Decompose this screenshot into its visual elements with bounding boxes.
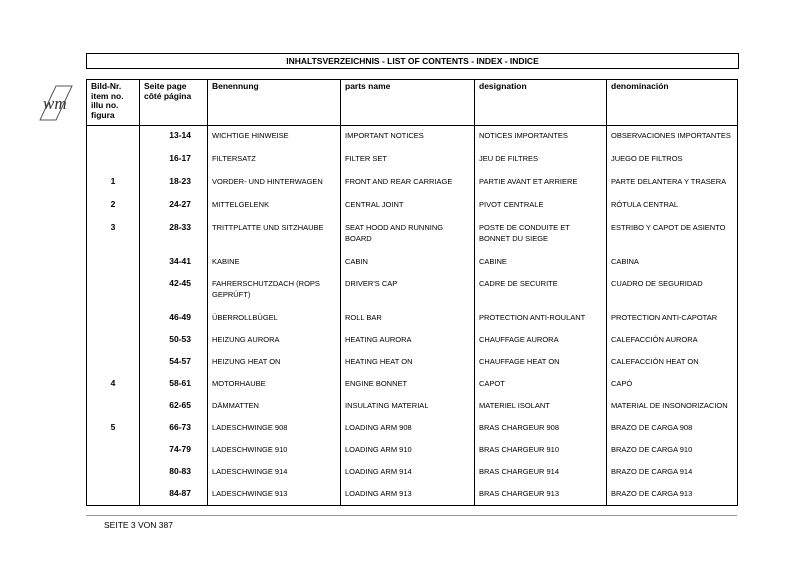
- figure-cell: 5: [87, 418, 140, 440]
- table-row: [87, 308, 738, 330]
- denominacion-cell: OBSERVACIONES IMPORTANTES: [607, 126, 738, 149]
- parts-name-cell: LOADING ARM 910: [341, 440, 475, 462]
- denominacion-cell: JUEGO DE FILTROS: [607, 149, 738, 172]
- benennung-cell: TRITTPLATTE UND SITZHAUBE: [208, 218, 341, 252]
- benennung-cell: FILTERSATZ: [208, 149, 341, 172]
- figure-cell: 1: [87, 172, 140, 195]
- table-row: [87, 172, 738, 195]
- designation-cell: CAPOT: [475, 374, 607, 396]
- table-row: [87, 484, 738, 506]
- page-cell: 58-61: [140, 374, 208, 396]
- contents-table: [86, 79, 738, 506]
- brand-logo: [36, 82, 76, 124]
- parts-name-cell: LOADING ARM 908: [341, 418, 475, 440]
- parts-name-cell: DRIVER'S CAP: [341, 274, 475, 308]
- parts-name-cell: CENTRAL JOINT: [341, 195, 475, 218]
- col-header-denominacion: denominación: [607, 80, 738, 126]
- designation-cell: POSTE DE CONDUITE ET BONNET DU SIEGE: [475, 218, 607, 252]
- benennung-cell: LADESCHWINGE 914: [208, 462, 341, 484]
- benennung-cell: HEIZUNG HEAT ON: [208, 352, 341, 374]
- benennung-cell: ÜBERROLLBÜGEL: [208, 308, 341, 330]
- denominacion-cell: BRAZO DE CARGA 914: [607, 462, 738, 484]
- page-cell: 16-17: [140, 149, 208, 172]
- parts-name-cell: ENGINE BONNET: [341, 374, 475, 396]
- table-row: [87, 330, 738, 352]
- designation-cell: BRAS CHARGEUR 910: [475, 440, 607, 462]
- figure-cell: 3: [87, 218, 140, 252]
- svg-text:wm: wm: [43, 94, 67, 113]
- parts-name-cell: LOADING ARM 914: [341, 462, 475, 484]
- page-cell: 80-83: [140, 462, 208, 484]
- page-cell: 74-79: [140, 440, 208, 462]
- page-cell: 18-23: [140, 172, 208, 195]
- col-header-designation: designation: [475, 80, 607, 126]
- page-cell: 54-57: [140, 352, 208, 374]
- designation-cell: CABINE: [475, 252, 607, 274]
- table-row: [87, 396, 738, 418]
- table-row: [87, 352, 738, 374]
- benennung-cell: FAHRERSCHUTZDACH (ROPS GEPRÜFT): [208, 274, 341, 308]
- benennung-cell: KABINE: [208, 252, 341, 274]
- table-row: [87, 440, 738, 462]
- designation-cell: PARTIE AVANT ET ARRIERE: [475, 172, 607, 195]
- parts-name-cell: SEAT HOOD AND RUNNING BOARD: [341, 218, 475, 252]
- table-row: [87, 195, 738, 218]
- designation-cell: CADRE DE SECURITE: [475, 274, 607, 308]
- parts-name-cell: IMPORTANT NOTICES: [341, 126, 475, 149]
- figure-cell: 4: [87, 374, 140, 396]
- footer-divider: [86, 515, 737, 516]
- designation-cell: MATERIEL ISOLANT: [475, 396, 607, 418]
- table-row: [87, 252, 738, 274]
- denominacion-cell: MATERIAL DE INSONORIZACION: [607, 396, 738, 418]
- table-row: [87, 418, 738, 440]
- denominacion-cell: BRAZO DE CARGA 913: [607, 484, 738, 506]
- designation-cell: PIVOT CENTRALE: [475, 195, 607, 218]
- col-header-parts-name: parts name: [341, 80, 475, 126]
- figure-cell: [87, 274, 140, 308]
- parts-name-cell: CABIN: [341, 252, 475, 274]
- col-header-page: Seite page côté página: [140, 80, 208, 126]
- table-row: [87, 218, 738, 252]
- parts-name-cell: FRONT AND REAR CARRIAGE: [341, 172, 475, 195]
- denominacion-cell: PARTE DELANTERA Y TRASERA: [607, 172, 738, 195]
- page-cell: 66-73: [140, 418, 208, 440]
- figure-cell: [87, 484, 140, 506]
- denominacion-cell: CALEFACCIÓN AURORA: [607, 330, 738, 352]
- parts-name-cell: FILTER SET: [341, 149, 475, 172]
- parts-name-cell: LOADING ARM 913: [341, 484, 475, 506]
- denominacion-cell: BRAZO DE CARGA 908: [607, 418, 738, 440]
- designation-cell: BRAS CHARGEUR 914: [475, 462, 607, 484]
- table-row: [87, 126, 738, 149]
- designation-cell: NOTICES IMPORTANTES: [475, 126, 607, 149]
- figure-cell: [87, 396, 140, 418]
- denominacion-cell: CALEFACCIÓN HEAT ON: [607, 352, 738, 374]
- page-cell: 42-45: [140, 274, 208, 308]
- page-footer: SEITE 3 VON 387: [104, 520, 173, 530]
- denominacion-cell: RÓTULA CENTRAL: [607, 195, 738, 218]
- denominacion-cell: PROTECTION ANTI-CAPOTAR: [607, 308, 738, 330]
- parts-name-cell: HEATING AURORA: [341, 330, 475, 352]
- page-cell: 62-65: [140, 396, 208, 418]
- designation-cell: BRAS CHARGEUR 913: [475, 484, 607, 506]
- figure-cell: 2: [87, 195, 140, 218]
- table-row: [87, 374, 738, 396]
- benennung-cell: LADESCHWINGE 910: [208, 440, 341, 462]
- parts-name-cell: INSULATING MATERIAL: [341, 396, 475, 418]
- figure-cell: [87, 149, 140, 172]
- table-row: [87, 274, 738, 308]
- designation-cell: PROTECTION ANTI-ROULANT: [475, 308, 607, 330]
- benennung-cell: VORDER- UND HINTERWAGEN: [208, 172, 341, 195]
- page-cell: 34-41: [140, 252, 208, 274]
- parts-name-cell: HEATING HEAT ON: [341, 352, 475, 374]
- table-row: [87, 149, 738, 172]
- denominacion-cell: CUADRO DE SEGURIDAD: [607, 274, 738, 308]
- figure-cell: [87, 352, 140, 374]
- page-cell: 13-14: [140, 126, 208, 149]
- col-header-benennung: Benennung: [208, 80, 341, 126]
- table-row: [87, 462, 738, 484]
- figure-cell: [87, 330, 140, 352]
- denominacion-cell: BRAZO DE CARGA 910: [607, 440, 738, 462]
- figure-cell: [87, 462, 140, 484]
- page-cell: 46-49: [140, 308, 208, 330]
- benennung-cell: HEIZUNG AURORA: [208, 330, 341, 352]
- parts-name-cell: ROLL BAR: [341, 308, 475, 330]
- figure-cell: [87, 126, 140, 149]
- page-title: INHALTSVERZEICHNIS - LIST OF CONTENTS - INDEX - INDICE: [86, 53, 739, 69]
- benennung-cell: LADESCHWINGE 908: [208, 418, 341, 440]
- designation-cell: CHAUFFAGE HEAT ON: [475, 352, 607, 374]
- benennung-cell: DÄMMATTEN: [208, 396, 341, 418]
- designation-cell: BRAS CHARGEUR 908: [475, 418, 607, 440]
- table-header-row: [87, 80, 738, 126]
- col-header-figure: Bild-Nr. item no. illu no. figura: [87, 80, 140, 126]
- page-cell: 28-33: [140, 218, 208, 252]
- page-cell: 50-53: [140, 330, 208, 352]
- designation-cell: CHAUFFAGE AURORA: [475, 330, 607, 352]
- benennung-cell: LADESCHWINGE 913: [208, 484, 341, 506]
- benennung-cell: MITTELGELENK: [208, 195, 341, 218]
- denominacion-cell: CAPÓ: [607, 374, 738, 396]
- page-cell: 84-87: [140, 484, 208, 506]
- designation-cell: JEU DE FILTRES: [475, 149, 607, 172]
- benennung-cell: WICHTIGE HINWEISE: [208, 126, 341, 149]
- denominacion-cell: ESTRIBO Y CAPOT DE ASIENTO: [607, 218, 738, 252]
- page-cell: 24-27: [140, 195, 208, 218]
- figure-cell: [87, 308, 140, 330]
- figure-cell: [87, 252, 140, 274]
- benennung-cell: MOTORHAUBE: [208, 374, 341, 396]
- denominacion-cell: CABINA: [607, 252, 738, 274]
- figure-cell: [87, 440, 140, 462]
